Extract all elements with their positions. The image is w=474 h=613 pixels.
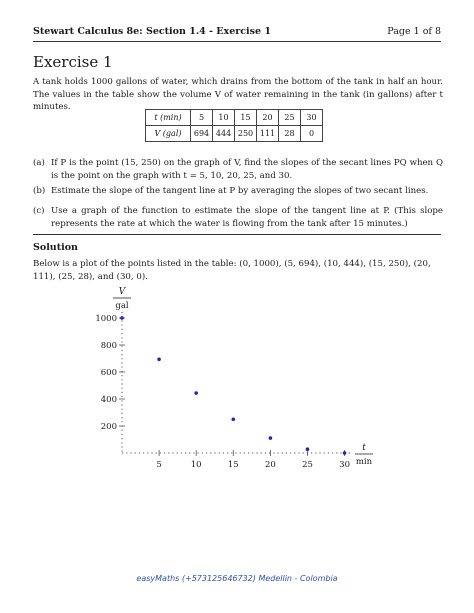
- exercise-title: Exercise 1: [33, 53, 113, 71]
- y-tick-label: 200: [100, 422, 117, 432]
- table-cell: 250: [235, 126, 257, 142]
- question-label: (b): [33, 186, 46, 196]
- data-point: [343, 451, 347, 455]
- x-axis-label-top: t: [362, 443, 366, 453]
- header-title: Stewart Calculus 8e: Section 1.4 - Exercise 1: [33, 26, 271, 37]
- table-cell: 444: [213, 126, 235, 142]
- data-point: [120, 316, 124, 320]
- table-cell: 15: [235, 110, 257, 126]
- solution-text: Below is a plot of the points listed in the table: (0, 1000), (5, 694), (10, 444), (15, 250), (20, 111), (25, 28), and (30, 0).: [33, 259, 431, 282]
- y-tick-label: 800: [100, 341, 117, 351]
- x-tick-label: 15: [227, 460, 239, 470]
- footer-credit: easyMaths (+573125646732) Medellin - Colombia: [136, 574, 338, 583]
- y-tick-label: 400: [100, 395, 117, 405]
- table-header-v: V (gal): [146, 126, 191, 142]
- y-tick-label: 600: [100, 368, 117, 378]
- x-tick-label: 20: [264, 460, 276, 470]
- data-point: [231, 417, 235, 421]
- solution-title: Solution: [33, 242, 78, 253]
- exercise-intro: A tank holds 1000 gallons of water, which drains from the bottom of the tank in half an hour. The values in the table show the volume V of water remaining in the tank (in gallons) after t minutes.: [33, 77, 443, 112]
- table-cell: 25: [279, 110, 301, 126]
- table-cell: 28: [279, 126, 301, 142]
- x-tick-label: 30: [339, 460, 350, 470]
- data-point: [194, 391, 198, 395]
- x-tick-label: 10: [190, 460, 202, 470]
- y-axis-label-top: V: [118, 287, 126, 297]
- table-cell: 111: [257, 126, 279, 142]
- page-number: Page 1 of 8: [387, 26, 441, 37]
- table-header-t: t (min): [146, 110, 191, 126]
- y-axis-label-bottom: gal: [115, 301, 129, 311]
- question-text: If P is the point (15, 250) on the graph of V, find the slopes of the secant lines PQ when Q is the point on the graph with t = 5, 10, 20, 25, and 30.: [51, 158, 443, 181]
- x-tick-label: 5: [156, 460, 162, 470]
- table-cell: 10: [213, 110, 235, 126]
- data-point: [157, 358, 161, 362]
- question-text: Use a graph of the function to estimate the slope of the tangent line at P. (This slope represents the rate at which the water is flowing from the tank after 15 minutes.): [51, 206, 443, 229]
- x-tick-label: 25: [302, 460, 313, 470]
- question-label: (c): [33, 206, 45, 216]
- table-cell: 5: [191, 110, 213, 126]
- question-label: (a): [33, 158, 45, 168]
- table-cell: 0: [301, 126, 323, 142]
- y-tick-label: 1000: [95, 314, 117, 324]
- question-text: Estimate the slope of the tangent line at P by averaging the slopes of two secant lines.: [51, 186, 429, 196]
- x-axis-label-bottom: min: [355, 457, 373, 467]
- data-point: [269, 436, 273, 440]
- table-cell: 694: [191, 126, 213, 142]
- table-cell: 30: [301, 110, 323, 126]
- table-cell: 20: [257, 110, 279, 126]
- data-point: [306, 447, 310, 451]
